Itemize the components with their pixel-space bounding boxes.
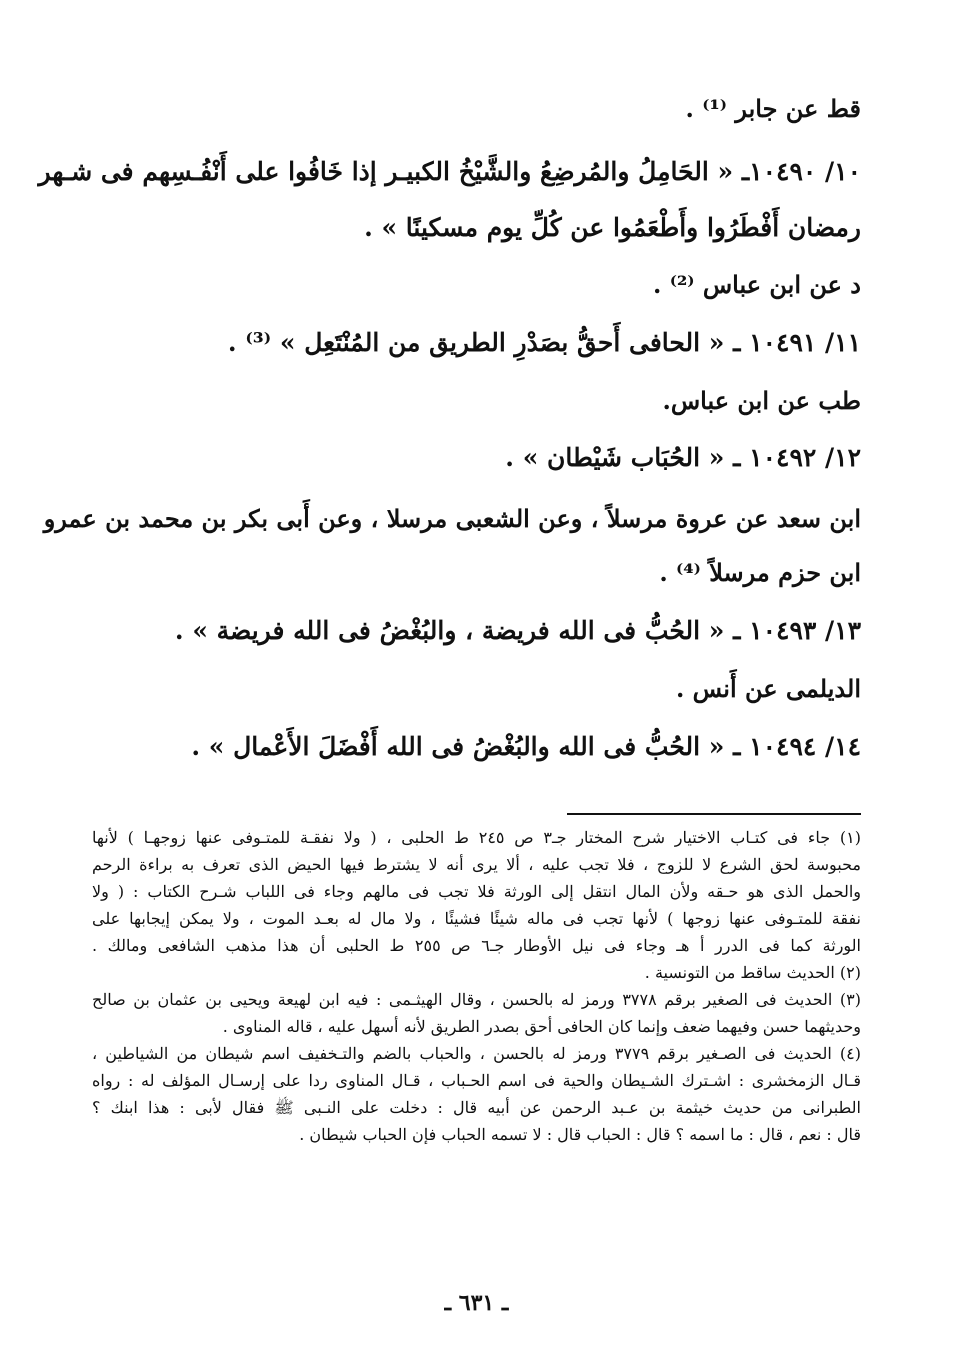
footnote-divider (567, 813, 861, 815)
footnote-2: (٢) الحديث ساقط من التونسية . (644, 963, 861, 982)
footnote-3-line-2: وحديثهما حسن وفيهما ضعف وإنما كان الحافى أحق بصدر الطريق لأنه أسهل عليه ، قاله المناوى . (222, 1017, 861, 1036)
hadith-10491: ١١/ ١٠٤٩١ ـ « الحافى أَحقُّ بصَدْرِ الطريق من المُنْتَعِل » ⁽³⁾ . (227, 328, 861, 357)
source-line-ibn-saad-1: ابن سعد عن عروة مرسلاً ، وعن الشعبى مرسلا ، وعن أَبى بكر بن محمد بن عمرو (43, 504, 861, 533)
footnote-1-line-3: والحمل الذى هو حـقه ولأن المال انتقل إلى الورثة فلا تجب فى مالهم وجاء فى اللباب شـرح الكتاب : ( ولا (92, 882, 861, 901)
footnote-1-line-5: الورثة كما فى الدرر أ هـ وجاء فى نيل الأوطار جـ٦ ص ٢٥٥ ط الحلبى أن هذا مذهب الشافعى ومالك . (92, 936, 861, 955)
hadith-10493: ١٣/ ١٠٤٩٣ ـ « الحُبُّ فى الله فريضة ، والبُغْضُ فى الله فريضة » . (174, 616, 861, 645)
source-line-ibn-saad-2: ابن حزم مرسلاً ⁽⁴⁾ . (659, 558, 861, 587)
footnote-4-line-3: الطبرانى من حديث خيثمة بن عـبد الرحمن عن أبيه قال : دخلت على النـبى ﷺ فقال لأبى : هذا ابنك ؟ (92, 1098, 861, 1117)
hadith-10490-line-2: رمضان أَفْطَرُوا وأَطْعَمُوا عن كُلِّ يوم مسكينًا » . (364, 213, 861, 242)
footnote-4-line-1: (٤) الحديث فى الصـغير برقم ٣٧٧٩ ورمز له بالحسن ، والحباب بالضم والتـخفيف اسم شيطان من الشياطين ، (92, 1044, 862, 1063)
footnote-4-line-2: قـال الزمخشرى : اشـترك الشـيطان والحية فى اسم الحـباب ، قـال المناوى ردا على إرسـال المؤلف له : رواه (92, 1071, 861, 1090)
source-line-jaber: قط عن جابر ⁽¹⁾ . (685, 94, 861, 123)
source-line-ibn-abbas-2: طب عن ابن عباس. (662, 386, 861, 415)
hadith-10490-line-1: ١٠/ ١٠٤٩٠ـ « الحَامِلُ والمُرضِعُ والشَّيْخُ الكبيـر إذا خَافُوا على أَنْفُـسِهم فى شـهر (38, 157, 861, 186)
footnote-1-line-1: (١) جاء فى كتـاب الاختيار شرح المختار جـ٣ ص ٢٤٥ ط الحلبى ، ( ولا نفقـة للمتـوفى عنها زوجهـا ) لأنها (92, 828, 861, 847)
hadith-10494: ١٤/ ١٠٤٩٤ ـ « الحُبُّ فى الله والبُغْضُ فى الله أَفْضَلَ الأَعْمال » . (191, 732, 861, 761)
source-line-ibn-abbas-1: د عن ابن عباس ⁽²⁾ . (652, 270, 861, 299)
footnote-1-line-2: محبوسة لحق الشرع لا للزوج ، فلا تجب عليه ، ألا يرى أنه لا يشترط فيها الحيض الذى تعرف به براءة الرحم (92, 855, 861, 874)
hadith-10492: ١٢/ ١٠٤٩٢ ـ « الحُبَاب شَيْطان » . (505, 443, 861, 472)
page-number: ـ ٦٣١ ـ (444, 1290, 509, 1316)
source-line-daylami: الديلمى عن أَنس . (675, 674, 861, 703)
footnote-3-line-1: (٣) الحديث فى الصغير برقم ٣٧٧٨ ورمز له بالحسن ، وقال الهيثـمى : فيه ابن لهيعة ويحيى بن عثمان بن صالح (92, 990, 862, 1009)
footnote-1-line-4: نفقة للمتـوفى عنها زوجها ) لأنها تجب فى ماله شيئًا فشيئًا ، ولا مال له بعـد الموت ، ولا يمكن إيجابها على (92, 909, 861, 928)
footnote-4-line-4: قال : نعم ، قال : ما اسمه ؟ قال : الحباب قال : لا تسمه الحباب فإن الحباب شيطان . (299, 1125, 861, 1144)
